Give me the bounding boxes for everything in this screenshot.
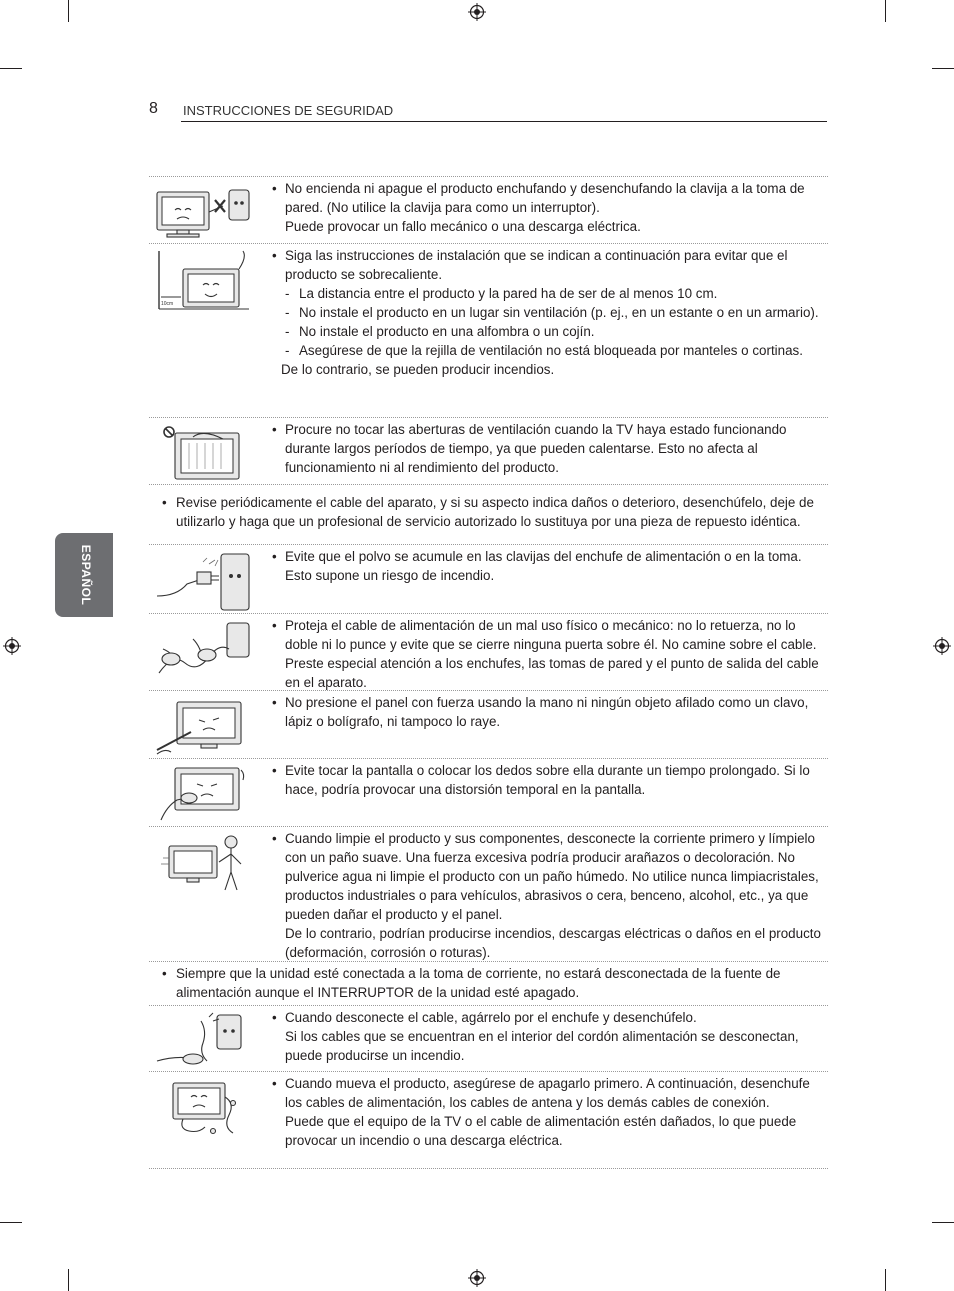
header-divider [181, 121, 827, 122]
safety-text: • Siga las instrucciones de instalación que se indican a continuación para evitar que el producto se sobrecaliente. [257, 246, 828, 284]
safety-text: • Evite que el polvo se acumule en las clavijas del enchufe de alimentación o en la toma. [257, 547, 828, 566]
twisted-cable-icon [149, 614, 257, 690]
safety-list [149, 176, 828, 1169]
crop-mark [885, 0, 886, 22]
list-end-divider [149, 1168, 828, 1169]
safety-note: Puede provocar un fallo mecánico o una descarga eléctrica. [285, 219, 641, 234]
list-item [149, 826, 828, 961]
list-item [149, 484, 828, 544]
list-item [149, 613, 828, 690]
safety-text: • Cuando desconecte el cable, agárrelo por el enchufe y desenchúfelo. [257, 1008, 828, 1027]
tv-vent-touch-icon [149, 418, 257, 484]
safety-text: • Proteja el cable de alimentación de un mal uso físico o mecánico: no lo retuerza, no lo doble ni lo punce y evite que se cierre ninguna puerta sobre él. No camine sobre el cable. Preste especial atención a los enchufes, las tomas de pared y el punto de salida del cable en el aparato. [257, 616, 828, 692]
safety-text: • No encienda ni apague el producto enchufando y desenchufando la clavija a la toma de pared. (No utilice la clavija para como un interruptor). [257, 179, 828, 217]
crop-mark [0, 68, 22, 69]
safety-note: Esto supone un riesgo de incendio. [285, 568, 495, 583]
tv-unplug-icon [149, 177, 257, 243]
safety-text: • Siempre que la unidad esté conectada a la toma de corriente, no estará desconectada de la fuente de alimentación aunque el INTERRUPTOR de la unidad esté apagado. [149, 964, 828, 1002]
crop-mark [68, 0, 69, 22]
crop-mark [885, 1269, 886, 1291]
page-title: INSTRUCCIONES DE SEGURIDAD [183, 103, 394, 118]
registration-mark-icon [3, 637, 21, 655]
list-item [149, 176, 828, 243]
safety-note: Puede que el equipo de la TV o el cable de alimentación estén dañados, lo que puede provocar un incendio o una descarga eléctrica. [285, 1114, 797, 1148]
safety-note: De lo contrario, podrían producirse incendios, descargas eléctricas o daños en el producto (deformación, corrosión o roturas). [285, 926, 821, 960]
safety-text: • Cuando mueva el producto, asegúrese de apagarlo primero. A continuación, desenchufe los cables de alimentación, los cables de antena y los demás cables de conexión. [257, 1074, 828, 1112]
list-item [149, 1005, 828, 1071]
tv-move-icon [149, 1072, 257, 1168]
safety-text: • Revise periódicamente el cable del aparato, y si su aspecto indica daños o deterioro, desenchúfelo, deje de utilizarlo y haga que un profesional de servicio autorizado lo sustituya por una pieza de repuesto idéntica. [149, 493, 828, 531]
safety-text: • No presione el panel con fuerza usando la mano ni ningún objeto afilado como un clavo, lápiz o bolígrafo, ni tampoco lo raye. [257, 693, 828, 731]
safety-note: Si los cables que se encuentran en el interior del cordón alimentación se desconectan, puede producirse un incendio. [285, 1029, 799, 1063]
page-number: 8 [149, 100, 158, 117]
safety-subitem: - No instale el producto en una alfombra o un cojín. [257, 322, 828, 341]
list-item [149, 417, 828, 484]
tv-cleaning-icon [149, 827, 257, 961]
pull-plug-icon [149, 1006, 257, 1071]
tv-wall-distance-icon [149, 244, 257, 417]
list-item [149, 243, 828, 417]
safety-subitem: - La distancia entre el producto y la pared ha de ser de al menos 10 cm. [257, 284, 828, 303]
safety-text: • Procure no tocar las aberturas de ventilación cuando la TV haya estado funcionando durante largos períodos de tiempo, ya que pueden calentarse. Esto no afecta al funcionamiento ni al rendimiento del producto. [257, 420, 828, 477]
list-item [149, 758, 828, 826]
list-item [149, 1071, 828, 1168]
list-item [149, 690, 828, 758]
safety-note: De lo contrario, se pueden producir incendios. [281, 362, 555, 377]
registration-mark-icon [468, 3, 486, 21]
safety-subitem: - Asegúrese de que la rejilla de ventilación no está bloqueada por manteles o cortinas. [257, 341, 828, 360]
tv-finger-icon [149, 759, 257, 826]
distance-label: 10cm [161, 301, 174, 307]
language-tab-label: ESPAÑOL [79, 544, 93, 606]
safety-subitem: - No instale el producto en un lugar sin ventilación (p. ej., en un estante o en un armario). [257, 303, 828, 322]
registration-mark-icon [468, 1269, 486, 1287]
dusty-plug-icon [149, 545, 257, 613]
crop-mark [0, 1222, 22, 1223]
registration-mark-icon [933, 637, 951, 655]
tv-scratch-icon [149, 691, 257, 758]
safety-text: • Evite tocar la pantalla o colocar los dedos sobre ella durante un tiempo prolongado. Si lo hace, podría provocar una distorsión temporal en la pantalla. [257, 761, 828, 799]
crop-mark [68, 1269, 69, 1291]
crop-mark [932, 1222, 954, 1223]
safety-text: • Cuando limpie el producto y sus componentes, desconecte la corriente primero y límpielo con un paño suave. Una fuerza excesiva podría producir arañazos o decoloración. No pulverice agua ni limpie el producto con un paño húmedo. No utilice nunca limpiacristales, productos industriales o para vehículos, abrasivos o cera, benceno, alcohol, etc., ya que pueden dañar el producto y el panel. [257, 829, 828, 924]
list-item [149, 961, 828, 1005]
list-item [149, 544, 828, 613]
crop-mark [932, 68, 954, 69]
